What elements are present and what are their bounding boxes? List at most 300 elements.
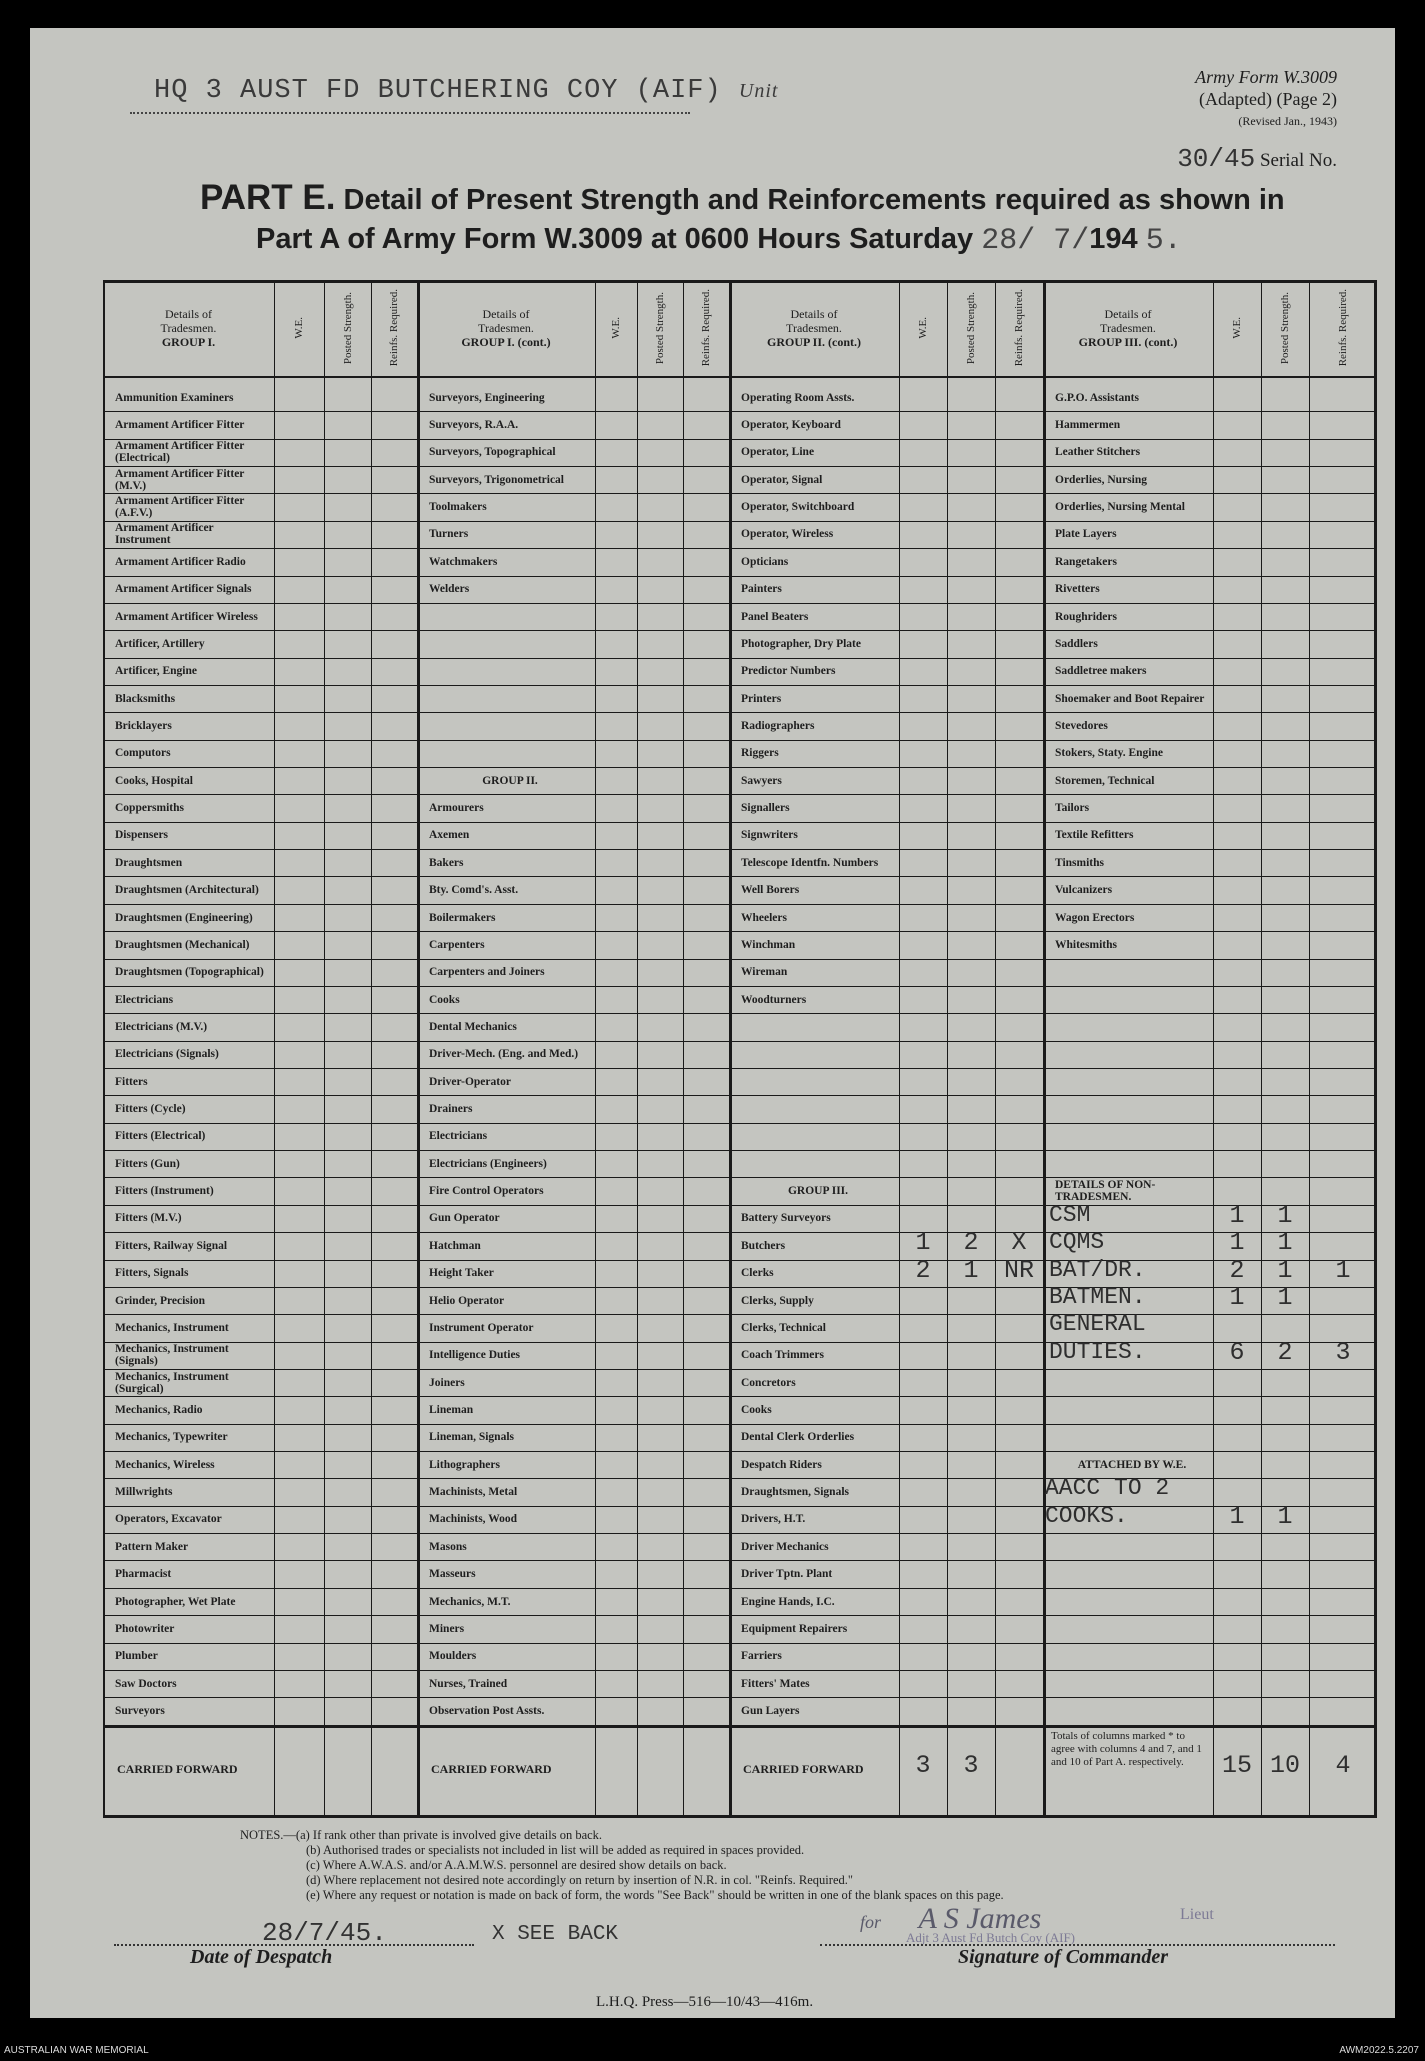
trade-label: Wireman [741, 966, 788, 979]
trade-label: Wheelers [741, 911, 787, 924]
trade-label: Armament Artificer Fitter (M.V.) [115, 467, 245, 492]
posted-header-text: Posted Strength. [654, 291, 666, 365]
non-tradesman-label: CSM [1049, 1201, 1091, 1228]
trade-label: Surveyors, Engineering [429, 391, 545, 404]
clerks-we: 2 [915, 1255, 931, 1285]
row-rule [103, 1396, 1377, 1397]
group-name: GROUP II. (cont.) [767, 335, 861, 349]
group-header-1 [103, 280, 274, 376]
date-year-digit: 5. [1145, 224, 1182, 258]
notes [240, 1828, 1004, 1903]
trade-label: Artificer, Engine [115, 665, 197, 678]
note-d: (d) Where replacement not desired note accordingly on return by insertion of N.R. in col. "Reinfs. Required." [306, 1873, 853, 1887]
trade-label: Riggers [741, 747, 779, 760]
trade-label: Lineman [429, 1403, 474, 1416]
cf-col3-posted: 3 [963, 1751, 979, 1781]
attached-label: AACC TO 2 [1045, 1475, 1170, 1502]
trade-label: Observation Post Assts. [429, 1704, 545, 1717]
reinfs-header-text: Reinfs. Required. [388, 289, 400, 367]
note-e: (e) Where any request or notation is made on back of form, the words "See Back" should be written in one of the blank spaces on this page. [306, 1888, 1004, 1902]
trade-label: Operator, Keyboard [741, 419, 841, 432]
form-revised: (Revised Jan., 1943) [1238, 114, 1337, 128]
row-rule [103, 1013, 1377, 1014]
trade-label: Toolmakers [429, 501, 487, 514]
trade-label: Plate Layers [1055, 528, 1117, 541]
trade-label: Height Taker [429, 1267, 494, 1280]
trade-label: Whitesmiths [1055, 938, 1117, 951]
row-rule [103, 959, 1377, 960]
trade-label: Fitters (Gun) [115, 1157, 180, 1170]
details-of: Details of [165, 307, 212, 321]
clerks-posted: 1 [963, 1255, 979, 1285]
carried-forward-label: CARRIED FORWARD [743, 1761, 864, 1776]
trade-label: Clerks [741, 1267, 774, 1280]
trade-label: Signwriters [741, 829, 798, 842]
trade-label: Mechanics, Instrument [115, 1321, 229, 1334]
trade-label: Drainers [429, 1103, 473, 1116]
trade-label: Surveyors, Topographical [429, 446, 556, 459]
trade-label: Armourers [429, 802, 484, 815]
attached-we: 1 [1229, 1501, 1245, 1531]
table-header-rule [103, 376, 1377, 378]
trade-label: Carpenters [429, 938, 485, 951]
trade-label: Saw Doctors [115, 1677, 177, 1690]
non-tradesman-posted: 1 [1277, 1282, 1293, 1312]
title-text: Detail of Present Strength and Reinforcements required as shown in [343, 184, 1285, 216]
trade-label: Storemen, Technical [1055, 774, 1155, 787]
row-rule [103, 1369, 1377, 1370]
trade-label: Computors [115, 747, 171, 760]
printer-imprint: L.H.Q. Press—516—10/43—416m. [596, 1994, 814, 2010]
trade-label: Saddletree makers [1055, 665, 1147, 678]
attached-posted: 1 [1277, 1501, 1293, 1531]
tradesmen: Tradesmen. [1100, 321, 1156, 335]
trade-label: Telescope Identfn. Numbers [741, 856, 879, 869]
trade-label: Draughtsmen [115, 856, 183, 869]
signature-label: Signature of Commander [958, 1946, 1169, 1968]
column-divider [995, 280, 996, 1818]
trade-label: Printers [741, 692, 782, 705]
trade-label: Stokers, Staty. Engine [1055, 747, 1163, 760]
trade-label: Roughriders [1055, 610, 1117, 623]
trade-label: Masons [429, 1540, 467, 1553]
form-page [30, 28, 1395, 2018]
trade-label: Panel Beaters [741, 610, 809, 623]
column-divider [274, 280, 275, 1818]
non-tradesman-label: CQMS [1049, 1229, 1105, 1256]
row-rule [103, 1068, 1377, 1069]
trade-label: Nurses, Trained [429, 1677, 508, 1690]
trade-label: Photographer, Wet Plate [115, 1595, 236, 1608]
trade-label: Bty. Comd's. Asst. [429, 884, 519, 897]
trade-label: Intelligence Duties [429, 1349, 521, 1362]
trade-label: Welders [429, 583, 470, 596]
row-rule [103, 1314, 1377, 1315]
see-back-note: X SEE BACK [492, 1923, 619, 1946]
adjt-stamp: Adjt 3 Aust Fd Butch Coy (AIF) [906, 1930, 1076, 1945]
serial-label: Serial No. [1259, 150, 1337, 171]
trade-label: Winchman [741, 938, 796, 951]
for-mark: for [860, 1912, 882, 1932]
row-rule [103, 1287, 1377, 1288]
attached-label: COOKS. [1045, 1502, 1128, 1529]
trade-label: Driver-Operator [429, 1075, 511, 1088]
trade-label: Dental Clerk Orderlies [741, 1431, 855, 1444]
trade-label: Operator, Line [741, 446, 815, 459]
unit-label: Unit [738, 80, 779, 102]
we-header-text: W.E. [917, 317, 929, 339]
we-header [899, 280, 947, 376]
non-tradesman-we: 2 [1229, 1255, 1245, 1285]
trade-label: Clerks, Technical [741, 1321, 826, 1334]
trade-label: Shoemaker and Boot Repairer [1055, 692, 1205, 705]
trade-label: Rangetakers [1055, 555, 1117, 568]
trade-label: Mechanics, Instrument (Signals) [115, 1343, 229, 1368]
trade-label: Operator, Wireless [741, 528, 834, 541]
trade-label: Surveyors, R.A.A. [429, 419, 519, 432]
trade-label: Electricians [429, 1130, 488, 1143]
row-rule [103, 1260, 1377, 1261]
trade-label: Orderlies, Nursing Mental [1055, 501, 1185, 514]
non-tradesman-reinfs: 1 [1335, 1255, 1351, 1285]
table-bottom-border [103, 1815, 1377, 1818]
posted-header [324, 280, 371, 376]
group-heading: ATTACHED BY W.E. [1077, 1458, 1187, 1471]
details-of: Details of [1104, 307, 1152, 321]
trade-label: Machinists, Wood [429, 1513, 517, 1526]
trade-label: Concretors [741, 1376, 796, 1389]
column-divider [947, 280, 948, 1818]
trade-label: Mechanics, Typewriter [115, 1431, 228, 1444]
trade-label: Electricians (Signals) [115, 1048, 219, 1061]
trade-label: Draughtsmen, Signals [741, 1486, 849, 1499]
trade-label: Saddlers [1055, 637, 1098, 650]
unit-name: HQ 3 AUST FD BUTCHERING COY (AIF) Unit [154, 76, 779, 106]
trade-label: Fitters, Railway Signal [115, 1239, 228, 1252]
column-divider [683, 280, 684, 1818]
trade-label: Joiners [429, 1376, 465, 1389]
row-rule [103, 1506, 1377, 1507]
trade-label: Carpenters and Joiners [429, 966, 545, 979]
cf-col3-we: 3 [915, 1751, 931, 1781]
non-tradesman-posted: 2 [1277, 1337, 1293, 1367]
row-rule [103, 1041, 1377, 1042]
trade-label: Surveyors, Trigonometrical [429, 473, 564, 486]
column-divider [371, 280, 372, 1818]
trade-label: Draughtsmen (Engineering) [115, 911, 253, 924]
trade-label: Armament Artificer Fitter (Electrical) [115, 440, 245, 465]
trade-label: Vulcanizers [1055, 884, 1113, 897]
trade-label: Watchmakers [429, 555, 498, 568]
trade-label: Blacksmiths [115, 692, 176, 705]
signature-text: A S James [918, 1902, 1042, 1935]
trade-label: Stevedores [1055, 719, 1108, 732]
trade-label: Lineman, Signals [429, 1431, 514, 1444]
trade-label: Predictor Numbers [741, 665, 836, 678]
trade-label: Sawyers [741, 774, 782, 787]
row-rule [103, 1150, 1377, 1151]
non-tradesman-posted: 1 [1277, 1255, 1293, 1285]
trade-label: Fitters (M.V.) [115, 1212, 182, 1225]
section-divider [1043, 280, 1046, 1818]
trade-label: Radiographers [741, 719, 815, 732]
trade-label: Draughtsmen (Mechanical) [115, 938, 250, 951]
column-divider [899, 280, 900, 1818]
trade-label: Dental Mechanics [429, 1020, 517, 1033]
trade-label: Woodturners [741, 993, 807, 1006]
date-year-printed: 194 [1089, 223, 1138, 255]
trade-label: Engine Hands, I.C. [741, 1595, 835, 1608]
column-divider [637, 280, 638, 1818]
archive-id: AWM2022.5.2207 [1339, 2045, 1419, 2056]
form-reference [1195, 66, 1337, 132]
trade-label: Mechanics, Instrument (Surgical) [115, 1370, 229, 1395]
serial-value: 30/45 [1177, 144, 1256, 174]
part-label: PART E. [200, 178, 336, 217]
reinfs-header [995, 280, 1043, 376]
total-posted: 10 [1269, 1751, 1300, 1781]
group-name: GROUP I. (cont.) [461, 335, 551, 349]
trade-label: Mechanics, Wireless [115, 1458, 215, 1471]
trade-label: Fitters (Electrical) [115, 1130, 206, 1143]
column-divider [1309, 280, 1310, 1818]
total-reinfs: 4 [1335, 1751, 1351, 1781]
trade-label: Despatch Riders [741, 1458, 822, 1471]
we-header [595, 280, 637, 376]
trade-label: Coppersmiths [115, 802, 185, 815]
trade-label: Driver Mechanics [741, 1540, 829, 1553]
trade-label: Gun Operator [429, 1212, 500, 1225]
row-rule [103, 986, 1377, 987]
trade-label: Turners [429, 528, 469, 541]
trade-label: Fitters, Signals [115, 1267, 189, 1280]
non-tradesman-label: BATMEN. [1049, 1283, 1146, 1310]
trade-label: Pharmacist [115, 1568, 172, 1581]
group-header-2 [417, 280, 595, 376]
trade-label: Plumber [115, 1650, 158, 1663]
carried-forward-label: CARRIED FORWARD [431, 1761, 552, 1776]
clerks-reinfs: NR [1003, 1255, 1034, 1285]
trade-label: G.P.O. Assistants [1055, 391, 1139, 404]
trade-label: Wagon Erectors [1055, 911, 1135, 924]
row-rule [103, 1588, 1377, 1589]
trade-label: Cooks [429, 993, 460, 1006]
trade-label: Orderlies, Nursing [1055, 473, 1147, 486]
tradesmen: Tradesmen. [478, 321, 534, 335]
non-tradesman-label: BAT/DR. [1049, 1256, 1146, 1283]
page-title-line2 [256, 223, 1182, 258]
trade-label: Pattern Maker [115, 1540, 189, 1553]
trade-label: Coach Trimmers [741, 1349, 824, 1362]
row-rule [103, 1643, 1377, 1644]
details-of: Details of [482, 307, 530, 321]
trade-label: Miners [429, 1622, 465, 1635]
totals-note: Totals of columns marked * to agree with columns 4 and 7, and 1 and 10 of Part A. respectively. [1051, 1729, 1202, 1768]
trade-label: Hammermen [1055, 419, 1121, 432]
trade-label: Fire Control Operators [429, 1185, 544, 1198]
trade-label: Electricians (Engineers) [429, 1157, 547, 1170]
trade-label: Operators, Excavator [115, 1513, 222, 1526]
row-rule [103, 1533, 1377, 1534]
trade-label: Fitters [115, 1075, 148, 1088]
trade-label: Tailors [1055, 802, 1090, 815]
row-rule [103, 1670, 1377, 1671]
non-tradesman-we: 6 [1229, 1337, 1245, 1367]
section-divider [417, 280, 420, 1818]
note-c: (c) Where A.W.A.S. and/or A.A.M.W.S. personnel are desired show details on back. [306, 1858, 727, 1872]
we-header-text: W.E. [293, 317, 305, 339]
archive-credit: AUSTRALIAN WAR MEMORIAL [4, 2045, 149, 2056]
butchers-posted: 2 [963, 1228, 979, 1258]
trade-label: Draughtsmen (Architectural) [115, 884, 259, 897]
trade-label: Boilermakers [429, 911, 496, 924]
row-rule [103, 1424, 1377, 1425]
form-number: Army Form W.3009 [1195, 67, 1337, 87]
trade-label: Opticians [741, 555, 789, 568]
we-header-text: W.E. [610, 317, 622, 339]
column-divider [1213, 280, 1214, 1818]
non-tradesman-reinfs: 3 [1335, 1337, 1351, 1367]
trade-label: Equipment Repairers [741, 1622, 848, 1635]
trade-label: Clerks, Supply [741, 1294, 814, 1307]
row-rule [103, 1095, 1377, 1096]
reinfs-header-text: Reinfs. Required. [700, 289, 712, 367]
trade-label: Fitters (Cycle) [115, 1103, 186, 1116]
trade-label: Hatchman [429, 1239, 481, 1252]
group-heading: GROUP II. [482, 774, 538, 787]
trade-label: Artificer, Artillery [115, 637, 205, 650]
trade-label: Surveyors [115, 1704, 165, 1717]
trade-label: Draughtsmen (Topographical) [115, 966, 264, 979]
form-adapted: (Adapted) (Page 2) [1199, 89, 1337, 109]
trade-label: Farriers [741, 1650, 782, 1663]
trade-label: Tinsmiths [1055, 856, 1105, 869]
row-rule [103, 1232, 1377, 1233]
rank-stamp: Lieut [1180, 1906, 1214, 1923]
trade-label: Operator, Switchboard [741, 501, 855, 514]
trade-label: Driver Tptn. Plant [741, 1568, 833, 1581]
trade-label: Battery Surveyors [741, 1212, 831, 1225]
trade-label: Cooks, Hospital [115, 774, 193, 787]
non-tradesman-we: 1 [1229, 1282, 1245, 1312]
group-heading: GROUP III. [787, 1185, 849, 1198]
note-b: (b) Authorised trades or specialists not included in list will be added as required in spaces provided. [306, 1843, 805, 1857]
trade-label: Bricklayers [115, 719, 172, 732]
trade-label: Operator, Signal [741, 473, 823, 486]
despatch-date: 28/7/45. [262, 1918, 387, 1948]
trade-label: Fitters' Mates [741, 1677, 810, 1690]
tradesmen: Tradesmen. [786, 321, 842, 335]
group-header-4 [1043, 280, 1213, 376]
butchers-reinfs: X [1011, 1228, 1027, 1258]
trade-label: Leather Stitchers [1055, 446, 1141, 459]
trade-label: Electricians (M.V.) [115, 1020, 208, 1033]
we-header [274, 280, 324, 376]
trade-label: Photographer, Dry Plate [741, 637, 861, 650]
strength-table [103, 280, 1377, 1818]
trade-label: Operating Room Assts. [741, 391, 855, 404]
column-divider [595, 280, 596, 1818]
row-rule [103, 1615, 1377, 1616]
posted-header-text: Posted Strength. [965, 291, 977, 365]
posted-header-text: Posted Strength. [1279, 291, 1291, 365]
trade-label: Moulders [429, 1650, 477, 1663]
trade-label: Bakers [429, 856, 464, 869]
reinfs-header [371, 280, 417, 376]
we-header [1213, 280, 1261, 376]
despatch-label: Date of Despatch [190, 1946, 333, 1968]
trade-label: Armament Artificer Signals [115, 583, 252, 596]
reinfs-header-text: Reinfs. Required. [1013, 289, 1025, 367]
non-tradesman-label: DUTIES. [1049, 1338, 1146, 1365]
trade-label: Armament Artificer Fitter (A.F.V.) [115, 495, 245, 520]
column-divider [1261, 280, 1262, 1818]
group-name: GROUP I. [161, 335, 216, 349]
trade-label: Butchers [741, 1239, 786, 1252]
posted-header [1261, 280, 1309, 376]
non-tradesman-we: 1 [1229, 1200, 1245, 1230]
carried-forward-label: CARRIED FORWARD [117, 1761, 238, 1776]
tradesmen: Tradesmen. [160, 321, 217, 335]
trade-label: Grinder, Precision [115, 1294, 206, 1307]
trade-label: Cooks [741, 1403, 772, 1416]
posted-header-text: Posted Strength. [341, 291, 354, 365]
group-name: GROUP III. (cont.) [1078, 335, 1178, 349]
total-we: 15 [1221, 1751, 1252, 1781]
row-rule [103, 1342, 1377, 1343]
carried-forward-rule [103, 1725, 1377, 1728]
trade-label: Dispensers [115, 829, 169, 842]
trade-label: Rivetters [1055, 583, 1100, 596]
trade-label: Lithographers [429, 1458, 500, 1471]
row-rule [103, 1205, 1377, 1206]
note-a: NOTES.—(a) If rank other than private is involved give details on back. [240, 1828, 603, 1842]
non-tradesman-label: GENERAL [1049, 1311, 1146, 1338]
reinfs-header [683, 280, 729, 376]
trade-label: Armament Artificer Wireless [115, 610, 258, 623]
reinfs-header [1309, 280, 1377, 376]
details-of: Details of [790, 307, 838, 321]
row-rule [103, 1697, 1377, 1698]
trade-label: Axemen [429, 829, 470, 842]
date-day-month: 28/ 7/ [981, 224, 1090, 258]
unit-rule [130, 112, 690, 114]
trade-label: Millwrights [115, 1486, 173, 1499]
trade-label: Drivers, H.T. [741, 1513, 806, 1526]
trade-label: Painters [741, 583, 782, 596]
trade-label: Ammunition Examiners [115, 391, 234, 404]
trade-label: Armament Artificer Instrument [115, 522, 214, 547]
row-rule [103, 1560, 1377, 1561]
trade-label: Mechanics, M.T. [429, 1595, 511, 1608]
group-header-3 [729, 280, 899, 376]
row-rule [103, 1478, 1377, 1479]
non-tradesman-posted: 1 [1277, 1200, 1293, 1230]
trade-label: Gun Layers [741, 1704, 800, 1717]
non-tradesman-posted: 1 [1277, 1228, 1293, 1258]
trade-label: Fitters (Instrument) [115, 1185, 214, 1198]
trade-label: Masseurs [429, 1568, 476, 1581]
trade-label: Textile Refitters [1055, 829, 1134, 842]
trade-label: Signallers [741, 802, 790, 815]
trade-label: Helio Operator [429, 1294, 505, 1307]
trade-label: Driver-Mech. (Eng. and Med.) [429, 1048, 579, 1061]
trade-label: Mechanics, Radio [115, 1403, 203, 1416]
section-divider [729, 280, 732, 1818]
serial-number [1177, 144, 1337, 174]
trade-label: Photowriter [115, 1622, 175, 1635]
trade-label: Machinists, Metal [429, 1486, 518, 1499]
